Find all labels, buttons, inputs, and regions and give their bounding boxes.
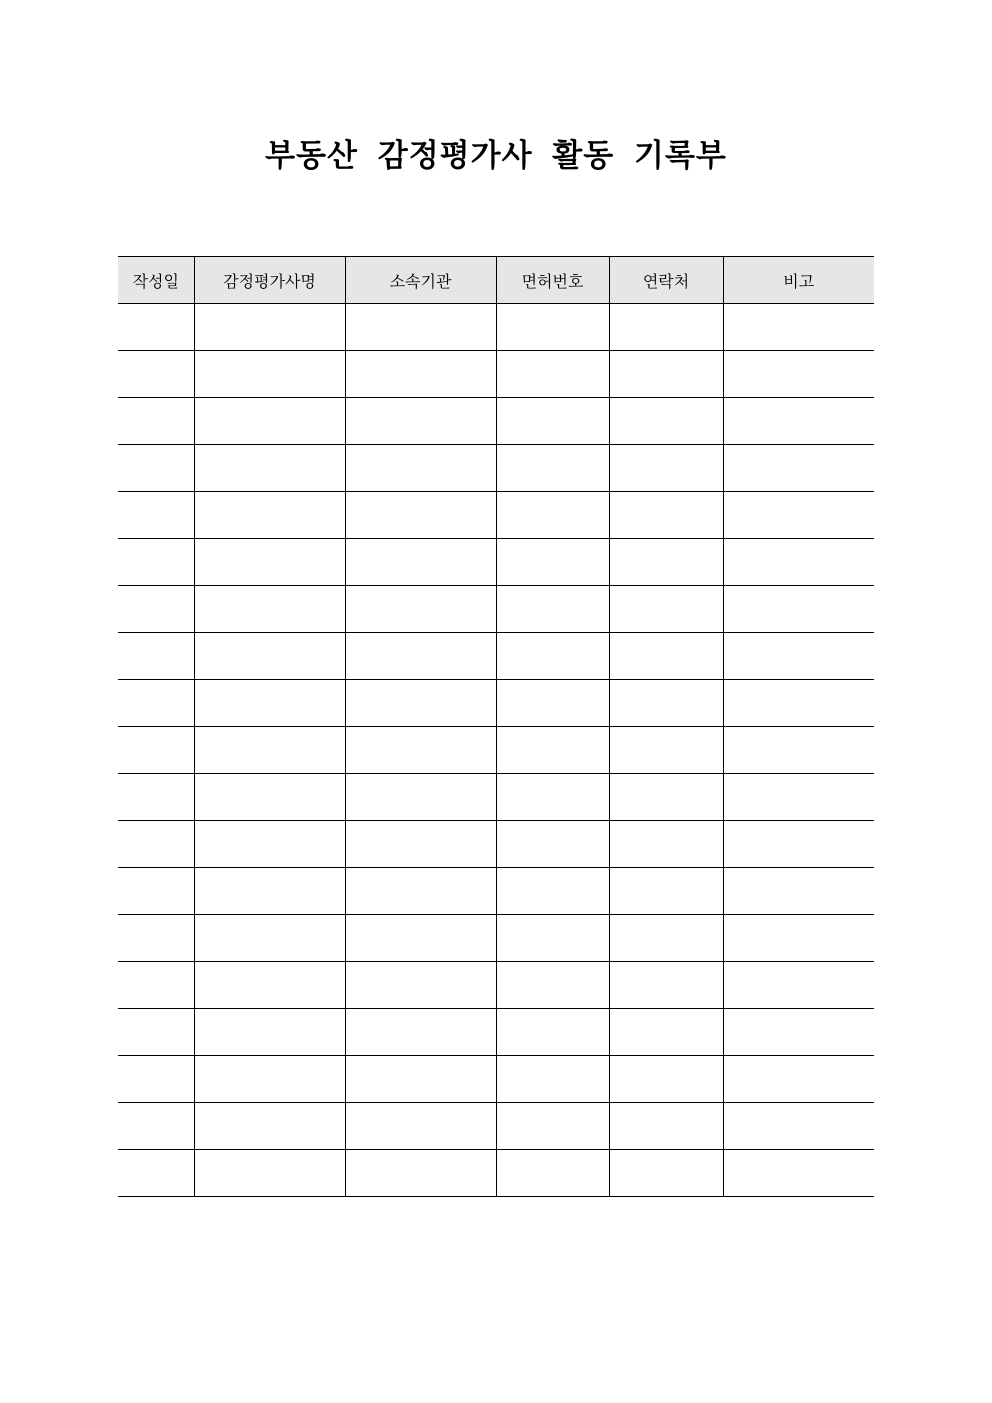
appraiser-name-cell[interactable] <box>194 774 345 821</box>
organization-cell[interactable] <box>345 962 496 1009</box>
appraiser-name-cell[interactable] <box>194 1056 345 1103</box>
organization-cell[interactable] <box>345 774 496 821</box>
table-row <box>118 351 874 398</box>
license-number-cell[interactable] <box>496 915 609 962</box>
appraiser-name-cell[interactable] <box>194 1009 345 1056</box>
appraiser-name-cell[interactable] <box>194 821 345 868</box>
organization-cell[interactable] <box>345 398 496 445</box>
column-header-appraiser-name: 감정평가사명 <box>194 257 345 304</box>
page-title: 부동산 감정평가사 활동 기록부 <box>265 138 727 174</box>
appraiser-name-cell[interactable] <box>194 398 345 445</box>
organization-cell[interactable] <box>345 539 496 586</box>
license-number-cell[interactable] <box>496 351 609 398</box>
contact-cell[interactable] <box>609 1103 723 1150</box>
column-header-contact: 연락처 <box>609 257 723 304</box>
organization-cell[interactable] <box>345 1056 496 1103</box>
appraiser-name-cell[interactable] <box>194 586 345 633</box>
organization-cell[interactable] <box>345 492 496 539</box>
column-header-organization: 소속기관 <box>345 257 496 304</box>
remarks-cell[interactable] <box>723 962 874 1009</box>
contact-cell[interactable] <box>609 1009 723 1056</box>
contact-cell[interactable] <box>609 727 723 774</box>
remarks-cell[interactable] <box>723 821 874 868</box>
appraiser-name-cell[interactable] <box>194 539 345 586</box>
remarks-cell[interactable] <box>723 1103 874 1150</box>
appraiser-name-cell[interactable] <box>194 868 345 915</box>
contact-cell[interactable] <box>609 351 723 398</box>
date-cell[interactable] <box>118 915 194 962</box>
table-row <box>118 304 874 351</box>
table-row <box>118 680 874 727</box>
license-number-cell[interactable] <box>496 586 609 633</box>
remarks-cell[interactable] <box>723 774 874 821</box>
license-number-cell[interactable] <box>496 727 609 774</box>
license-number-cell[interactable] <box>496 680 609 727</box>
contact-cell[interactable] <box>609 680 723 727</box>
date-cell[interactable] <box>118 821 194 868</box>
license-number-cell[interactable] <box>496 492 609 539</box>
contact-cell[interactable] <box>609 492 723 539</box>
license-number-cell[interactable] <box>496 304 609 351</box>
remarks-cell[interactable] <box>723 304 874 351</box>
date-cell[interactable] <box>118 539 194 586</box>
license-number-cell[interactable] <box>496 1009 609 1056</box>
date-cell[interactable] <box>118 868 194 915</box>
date-cell[interactable] <box>118 633 194 680</box>
organization-cell[interactable] <box>345 304 496 351</box>
contact-cell[interactable] <box>609 445 723 492</box>
organization-cell[interactable] <box>345 1103 496 1150</box>
remarks-cell[interactable] <box>723 727 874 774</box>
date-cell[interactable] <box>118 962 194 1009</box>
appraiser-name-cell[interactable] <box>194 962 345 1009</box>
remarks-cell[interactable] <box>723 539 874 586</box>
date-cell[interactable] <box>118 774 194 821</box>
contact-cell[interactable] <box>609 633 723 680</box>
remarks-cell[interactable] <box>723 398 874 445</box>
date-cell[interactable] <box>118 1103 194 1150</box>
date-cell[interactable] <box>118 586 194 633</box>
table-row <box>118 633 874 680</box>
table-row <box>118 1150 874 1197</box>
organization-cell[interactable] <box>345 680 496 727</box>
table-row <box>118 398 874 445</box>
remarks-cell[interactable] <box>723 915 874 962</box>
appraiser-name-cell[interactable] <box>194 445 345 492</box>
appraiser-name-cell[interactable] <box>194 351 345 398</box>
contact-cell[interactable] <box>609 821 723 868</box>
remarks-cell[interactable] <box>723 351 874 398</box>
remarks-cell[interactable] <box>723 445 874 492</box>
organization-cell[interactable] <box>345 868 496 915</box>
contact-cell[interactable] <box>609 586 723 633</box>
date-cell[interactable] <box>118 1009 194 1056</box>
table-row <box>118 962 874 1009</box>
remarks-cell[interactable] <box>723 868 874 915</box>
remarks-cell[interactable] <box>723 680 874 727</box>
column-header-remarks: 비고 <box>723 257 874 304</box>
date-cell[interactable] <box>118 398 194 445</box>
organization-cell[interactable] <box>345 633 496 680</box>
date-cell[interactable] <box>118 727 194 774</box>
column-header-date: 작성일 <box>118 257 194 304</box>
organization-cell[interactable] <box>345 821 496 868</box>
table-row <box>118 915 874 962</box>
remarks-cell[interactable] <box>723 1009 874 1056</box>
contact-cell[interactable] <box>609 915 723 962</box>
license-number-cell[interactable] <box>496 1150 609 1197</box>
table-row <box>118 774 874 821</box>
date-cell[interactable] <box>118 1150 194 1197</box>
date-cell[interactable] <box>118 351 194 398</box>
date-cell[interactable] <box>118 445 194 492</box>
contact-cell[interactable] <box>609 868 723 915</box>
license-number-cell[interactable] <box>496 1056 609 1103</box>
table-row <box>118 821 874 868</box>
table-row <box>118 445 874 492</box>
table-row <box>118 727 874 774</box>
license-number-cell[interactable] <box>496 1103 609 1150</box>
remarks-cell[interactable] <box>723 492 874 539</box>
table-header-row <box>118 257 874 304</box>
appraiser-name-cell[interactable] <box>194 1150 345 1197</box>
contact-cell[interactable] <box>609 1056 723 1103</box>
license-number-cell[interactable] <box>496 821 609 868</box>
table-row <box>118 868 874 915</box>
appraiser-name-cell[interactable] <box>194 304 345 351</box>
organization-cell[interactable] <box>345 1009 496 1056</box>
appraiser-name-cell[interactable] <box>194 915 345 962</box>
organization-cell[interactable] <box>345 915 496 962</box>
table-body <box>118 304 874 1197</box>
table-row <box>118 492 874 539</box>
remarks-cell[interactable] <box>723 633 874 680</box>
column-header-license-number: 면허번호 <box>496 257 609 304</box>
activity-record-table <box>118 256 874 1197</box>
license-number-cell[interactable] <box>496 868 609 915</box>
remarks-cell[interactable] <box>723 1150 874 1197</box>
license-number-cell[interactable] <box>496 398 609 445</box>
table-row <box>118 539 874 586</box>
remarks-cell[interactable] <box>723 586 874 633</box>
organization-cell[interactable] <box>345 586 496 633</box>
date-cell[interactable] <box>118 1056 194 1103</box>
appraiser-name-cell[interactable] <box>194 1103 345 1150</box>
table-row <box>118 1056 874 1103</box>
license-number-cell[interactable] <box>496 633 609 680</box>
date-cell[interactable] <box>118 304 194 351</box>
table-row <box>118 586 874 633</box>
license-number-cell[interactable] <box>496 774 609 821</box>
date-cell[interactable] <box>118 492 194 539</box>
appraiser-name-cell[interactable] <box>194 680 345 727</box>
contact-cell[interactable] <box>609 962 723 1009</box>
contact-cell[interactable] <box>609 539 723 586</box>
appraiser-name-cell[interactable] <box>194 633 345 680</box>
contact-cell[interactable] <box>609 1150 723 1197</box>
license-number-cell[interactable] <box>496 445 609 492</box>
organization-cell[interactable] <box>345 1150 496 1197</box>
license-number-cell[interactable] <box>496 962 609 1009</box>
organization-cell[interactable] <box>345 445 496 492</box>
table-row <box>118 1103 874 1150</box>
appraiser-name-cell[interactable] <box>194 492 345 539</box>
contact-cell[interactable] <box>609 304 723 351</box>
license-number-cell[interactable] <box>496 539 609 586</box>
organization-cell[interactable] <box>345 351 496 398</box>
date-cell[interactable] <box>118 680 194 727</box>
table-row <box>118 1009 874 1056</box>
contact-cell[interactable] <box>609 398 723 445</box>
remarks-cell[interactable] <box>723 1056 874 1103</box>
organization-cell[interactable] <box>345 727 496 774</box>
contact-cell[interactable] <box>609 774 723 821</box>
appraiser-name-cell[interactable] <box>194 727 345 774</box>
